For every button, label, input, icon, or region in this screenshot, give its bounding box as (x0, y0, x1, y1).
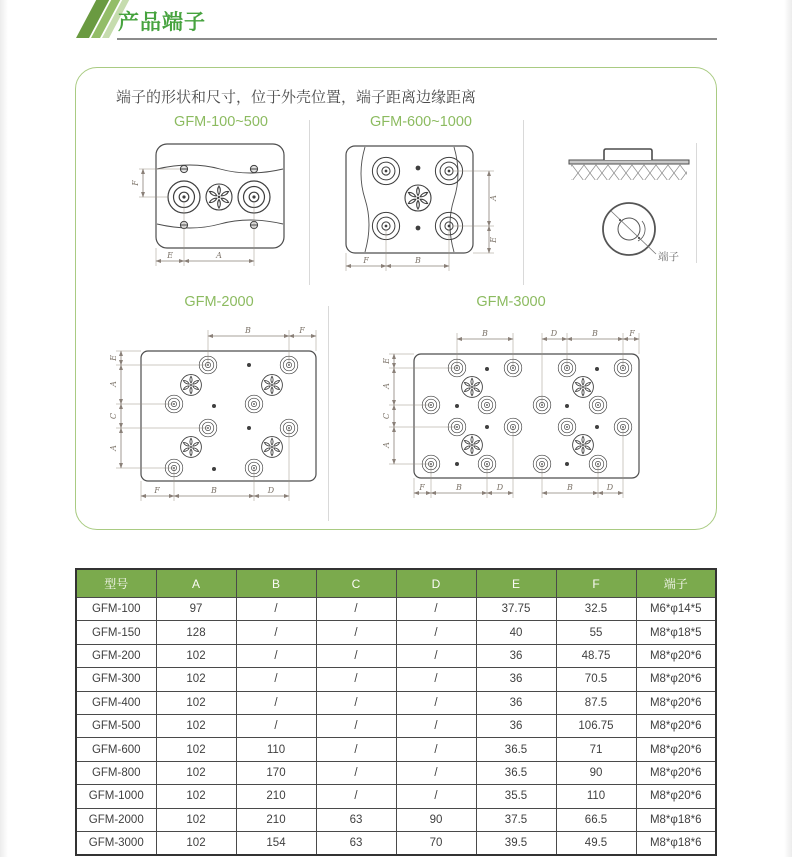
table-cell: GFM-500 (76, 714, 156, 737)
dim-label: B (211, 486, 217, 495)
dim-label: B (456, 483, 462, 492)
table-cell: 210 (236, 785, 316, 808)
table-cell: 102 (156, 785, 236, 808)
table-cell: M8*φ20*6 (636, 738, 716, 761)
table-cell: 36.5 (476, 761, 556, 784)
table-cell: 102 (156, 738, 236, 761)
table-cell: 110 (236, 738, 316, 761)
table-cell: GFM-400 (76, 691, 156, 714)
table-row (76, 785, 716, 808)
dim-label: D (550, 329, 558, 338)
dim-label: F (363, 256, 369, 265)
table-cell: 97 (156, 598, 236, 621)
logo-slash-icon (64, 0, 116, 38)
table-cell: 37.5 (476, 808, 556, 831)
terminal-diagrams-panel (75, 67, 717, 530)
table-cell: GFM-3000 (76, 831, 156, 855)
table-cell: 40 (476, 621, 556, 644)
table-cell: M8*φ20*6 (636, 668, 716, 691)
table-cell: 66.5 (556, 808, 636, 831)
table-row (76, 738, 716, 761)
table-cell: 36 (476, 644, 556, 667)
table-cell: 48.75 (556, 644, 636, 667)
table-cell: 90 (556, 761, 636, 784)
table-cell: 63 (316, 808, 396, 831)
table-cell: / (316, 785, 396, 808)
table-cell: / (396, 598, 476, 621)
column-header: 端子 (636, 569, 716, 598)
table-cell: 70 (396, 831, 476, 855)
table-cell: 49.5 (556, 831, 636, 855)
spec-table (75, 568, 717, 856)
table-cell: GFM-200 (76, 644, 156, 667)
column-header: A (156, 569, 236, 598)
title-underline (117, 38, 717, 40)
dim-label: B (567, 483, 573, 492)
dim-label: A (382, 383, 391, 389)
table-cell: M8*φ20*6 (636, 691, 716, 714)
table-cell: 39.5 (476, 831, 556, 855)
table-row (76, 598, 716, 621)
dim-label: E (167, 251, 173, 260)
table-cell: M6*φ14*5 (636, 598, 716, 621)
table-cell: 154 (236, 831, 316, 855)
table-cell: 102 (156, 831, 236, 855)
table-cell: / (316, 691, 396, 714)
table-cell: / (236, 621, 316, 644)
table-cell: / (236, 714, 316, 737)
table-cell: 36 (476, 691, 556, 714)
dim-label: A (109, 445, 118, 451)
table-cell: GFM-150 (76, 621, 156, 644)
panel-description: 端子的形状和尺寸，位于外壳位置，端子距离边缘距离 (116, 89, 477, 106)
table-cell: 87.5 (556, 691, 636, 714)
table-cell: GFM-600 (76, 738, 156, 761)
dim-label: C (109, 412, 118, 420)
dim-label: B (592, 329, 598, 338)
table-cell: / (316, 761, 396, 784)
table-cell: M8*φ18*5 (636, 621, 716, 644)
table-cell: / (396, 668, 476, 691)
table-cell: 170 (236, 761, 316, 784)
table-cell: 102 (156, 714, 236, 737)
table-row (76, 761, 716, 784)
table-cell: 106.75 (556, 714, 636, 737)
table-cell: / (316, 738, 396, 761)
column-header: E (476, 569, 556, 598)
table-cell: 110 (556, 785, 636, 808)
table-cell: 102 (156, 668, 236, 691)
table-cell: / (396, 761, 476, 784)
terminal-detail-diagram (554, 141, 704, 276)
dim-label: F (629, 329, 635, 338)
dim-label: F (419, 483, 425, 492)
table-cell: 37.75 (476, 598, 556, 621)
table-cell: 90 (396, 808, 476, 831)
diagram-label-gfm-600-1000: GFM-600~1000 (370, 114, 472, 130)
table-cell: M8*φ18*6 (636, 831, 716, 855)
table-cell: / (236, 644, 316, 667)
dim-label: E (382, 358, 391, 364)
table-cell: 102 (156, 644, 236, 667)
dim-label: D (496, 483, 504, 492)
gfm-100-500-diagram (131, 136, 311, 281)
table-cell: 102 (156, 691, 236, 714)
gfm-3000-diagram (376, 308, 706, 513)
spec-table-body (76, 598, 716, 856)
table-cell: GFM-1000 (76, 785, 156, 808)
table-row (76, 668, 716, 691)
table-cell: 36.5 (476, 738, 556, 761)
table-row (76, 621, 716, 644)
table-cell: 35.5 (476, 785, 556, 808)
dim-label: F (131, 180, 140, 186)
column-header: 型号 (76, 569, 156, 598)
table-cell: 71 (556, 738, 636, 761)
table-cell: 128 (156, 621, 236, 644)
table-cell: 70.5 (556, 668, 636, 691)
table-cell: M8*φ18*6 (636, 808, 716, 831)
dim-label: D (267, 486, 275, 495)
dim-label: A (489, 195, 498, 201)
table-cell: 36 (476, 668, 556, 691)
column-header: C (316, 569, 396, 598)
dim-label: D (606, 483, 614, 492)
table-cell: / (396, 691, 476, 714)
table-cell: M8*φ20*6 (636, 714, 716, 737)
table-cell: / (396, 785, 476, 808)
table-cell: / (396, 738, 476, 761)
dim-label: A (382, 442, 391, 448)
dim-label: B (245, 326, 251, 335)
dim-label: C (382, 412, 391, 420)
table-cell: / (316, 668, 396, 691)
table-cell: M8*φ20*6 (636, 644, 716, 667)
spec-table-head (76, 569, 716, 598)
gfm-2000-diagram (104, 308, 334, 513)
table-cell: 32.5 (556, 598, 636, 621)
table-cell: / (236, 668, 316, 691)
table-cell: M8*φ20*6 (636, 761, 716, 784)
table-cell: 102 (156, 761, 236, 784)
dim-label: B (482, 329, 488, 338)
table-row (76, 691, 716, 714)
table-cell: / (236, 598, 316, 621)
table-cell: GFM-800 (76, 761, 156, 784)
table-row (76, 644, 716, 667)
table-cell: / (396, 644, 476, 667)
table-cell: GFM-300 (76, 668, 156, 691)
diagram-label-gfm-3000: GFM-3000 (476, 294, 546, 310)
table-row (76, 714, 716, 737)
table-cell: / (236, 691, 316, 714)
table-cell: / (316, 714, 396, 737)
table-row (76, 831, 716, 855)
gfm-600-1000-diagram (334, 136, 524, 281)
table-cell: 210 (236, 808, 316, 831)
dim-label: B (415, 256, 421, 265)
table-cell: / (316, 621, 396, 644)
column-header: D (396, 569, 476, 598)
table-cell: 36 (476, 714, 556, 737)
table-cell: / (316, 598, 396, 621)
table-cell: 102 (156, 808, 236, 831)
table-cell: / (316, 644, 396, 667)
dim-label: E (109, 355, 118, 361)
terminal-callout-label: 端子 (658, 251, 679, 263)
dim-label: F (299, 326, 305, 335)
dim-label: A (216, 251, 222, 260)
table-cell: / (396, 621, 476, 644)
table-cell: M8*φ20*6 (636, 785, 716, 808)
page-title: 产品端子 (118, 11, 206, 34)
diagram-label-gfm-100-500: GFM-100~500 (174, 114, 268, 130)
table-row (76, 808, 716, 831)
column-header: F (556, 569, 636, 598)
table-cell: GFM-2000 (76, 808, 156, 831)
table-cell: GFM-100 (76, 598, 156, 621)
table-cell: 55 (556, 621, 636, 644)
dim-label: F (154, 486, 160, 495)
table-cell: 63 (316, 831, 396, 855)
diagram-label-gfm-2000: GFM-2000 (184, 294, 254, 310)
page-left-fade (0, 0, 8, 857)
dim-label: A (109, 381, 118, 387)
table-cell: / (396, 714, 476, 737)
column-header: B (236, 569, 316, 598)
page-right-fade (784, 0, 792, 857)
dim-label: E (489, 237, 498, 243)
